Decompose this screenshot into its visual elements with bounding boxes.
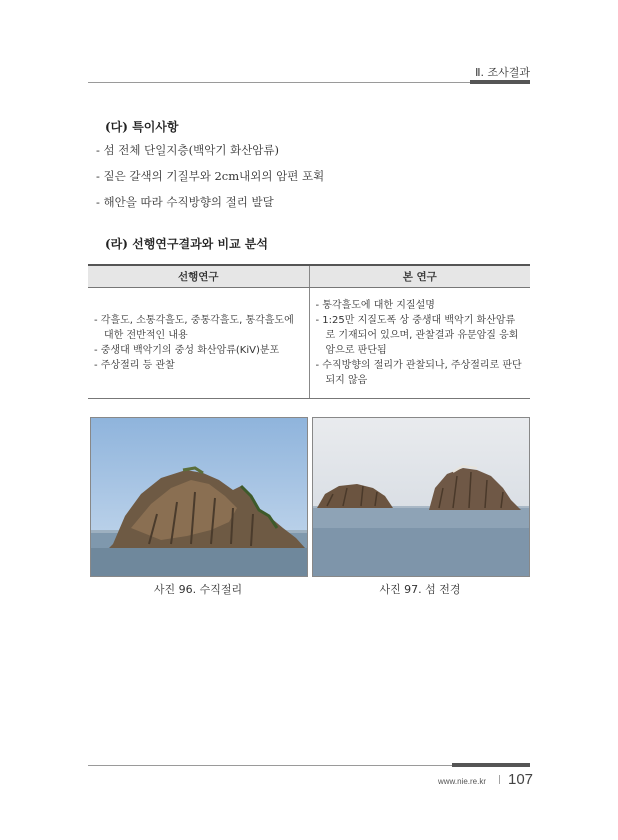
list-item: - 통각흘도에 대한 지질설명	[315, 300, 435, 311]
photo-vertical-joint	[90, 417, 308, 577]
list-item: - 수직방향의 절리가 관찰되나, 주상절리로 판단되지 않음	[315, 360, 522, 386]
list-item: - 해안을 따라 수직방향의 절리 발달	[96, 195, 274, 209]
list-item: - 중생대 백악기의 중성 화산암류(KiV)분포	[94, 345, 280, 356]
list-item: - 각흘도, 소통각흘도, 중통각흘도, 통각흘도에 대한 전반적인 내용	[94, 315, 294, 341]
photo-caption-97: 사진 97. 섬 전경	[379, 583, 461, 596]
photo-island-panorama	[312, 417, 530, 577]
column-header-current: 본 연구	[309, 265, 530, 288]
chapter-header: Ⅱ. 조사결과	[475, 66, 530, 79]
list-item: - 주상절리 등 관찰	[94, 360, 175, 371]
comparison-table	[88, 264, 530, 399]
footer-url: www.nie.re.kr	[438, 777, 487, 786]
list-item: - 섬 전체 단일지층(백악기 화산암류)	[96, 143, 280, 157]
photo-caption-96: 사진 96. 수직절리	[153, 583, 243, 596]
section-title-special: (다) 특이사항	[105, 120, 179, 134]
section-title-compare: (라) 선행연구결과와 비교 분석	[105, 237, 268, 251]
page-number: 107	[508, 771, 534, 788]
list-item: - 1:25만 지질도폭 상 중생대 백악기 화산암류로 기재되어 있으며, 관찰결과 유문암질 응회암으로 판단됨	[315, 315, 519, 356]
footer-accent-bar	[452, 763, 530, 767]
prior-study-cell	[88, 288, 309, 399]
footer-separator: |	[498, 775, 502, 785]
current-study-cell	[309, 288, 530, 399]
special-notes-list	[96, 140, 516, 218]
header-rule	[88, 82, 530, 83]
table-header-row	[88, 265, 530, 288]
column-header-prior: 선행연구	[88, 265, 309, 288]
header-accent-bar	[470, 80, 530, 84]
list-item: - 짙은 갈색의 기질부와 2cm내외의 암편 포획	[96, 169, 325, 183]
table-row	[88, 288, 530, 399]
